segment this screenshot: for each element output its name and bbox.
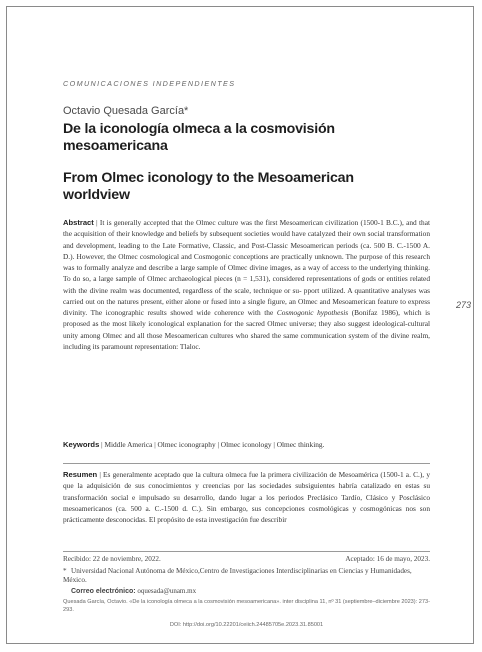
accepted-date: Aceptado: 16 de mayo, 2023. (345, 555, 430, 563)
section-label: COMUNICACIONES INDEPENDIENTES (63, 79, 236, 88)
keywords-text: | Middle America | Olmec iconography | Olmec iconology | Olmec thinking. (99, 440, 325, 449)
affiliation-text: Universidad Nacional Autónoma de México,Centro de Investigaciones Interdisciplinarias en Ciencias y Humanidades, México. (63, 567, 412, 585)
resumen-text: | Es generalmente aceptado que la cultura olmeca fue la primera civilización de Mesoamérica (1500-1 a. C.), y que la adquisición de sus conocimientos y creencias por las sociedades subsiguientes habría catalizado en estas su transformación social e impulsado su desarrollo, dando lugar a los periodos Preclásico Tardío, Clásico y Posclásico mesoamericanos (ca. 500 a. C.-1500 d. C.). Sin embargo, sus concepciones cosmológicas y cosmogónicas nos son prácticamente desconocidas. El propósito de esta investigación fue describir (63, 470, 430, 524)
author-name: Octavio Quesada García* (63, 105, 189, 117)
keywords-paragraph (63, 439, 430, 450)
title-spanish: De la iconología olmeca a la cosmovisión mesoamericana (63, 121, 335, 154)
abstract-italic-term: Cosmogonic hypothesis (276, 308, 349, 317)
resumen-paragraph (63, 469, 430, 525)
title-english: From Olmec iconology to the Mesoamerican worldview (63, 170, 354, 203)
abstract-paragraph (63, 217, 430, 352)
journal-page (6, 6, 474, 644)
email-label: Correo electrónico: (71, 588, 136, 595)
keywords-label: Keywords (63, 440, 100, 449)
resumen-label: Resumen (63, 470, 98, 479)
divider-rule (63, 463, 430, 464)
footer-divider (63, 551, 430, 552)
email-link[interactable]: oquesada@unam.mx (137, 587, 197, 595)
affiliation-marker: * (63, 567, 67, 575)
abstract-label: Abstract (63, 218, 94, 227)
citation: Quesada García, Octavio. «De la iconología olmeca a la cosmovisión mesoamericana». inter disciplina 11, nº 31 (septiembre–diciembre 2023): 273-293. (63, 599, 430, 614)
email-row (71, 587, 196, 595)
received-date: Recibido: 22 de noviembre, 2022. (63, 555, 161, 563)
abstract-text: | It is generally accepted that the Olmec culture was the first Mesoamerican civilization (1500-1 B.C.), and that the acquisition of their knowledge and beliefs by subsequent societies would have catalyzed their own social transformation and development, leading to the Late Formative, Classic, and Post-Classic Mesoamerican periods (ca. 500 B. C.-1500 A. D.). However, the Olmec cosmological and Cosmogonic conceptions are practically unknown. The purpose of this research was to formally analyze and describe a large sample of Olmec divine images, as a way of access to the underlying thinking. To do so, a large sample of Olmec archaeological pieces (n = 1,531), considered representations of gods or entities related with the divine realm was documented, regardless of the scale, technique or su- pport utilized. A quantitative analyses was carried out on the natures present, either alone or fused into a single figure, an Olmec and Mesoamerican feature to express divinity. The iconographic results showed wide coherence with the (63, 218, 430, 317)
abstract-text-continued: (Bonifaz 1986), which is proposed as the most likely iconological explanation for the sacred Olmec universe; they also suggest ideological-cultural unity among Olmec and all those Mesoamerican cultures who shared the same communication system of the divine realm, including its paramount representation: Tlaloc. (63, 308, 430, 351)
affiliation (63, 567, 430, 585)
page-number: 273 (456, 300, 472, 310)
doi-link[interactable]: DOI: http://doi.org/10.22201/ceiich.24485705e.2023.31.85001 (169, 622, 324, 628)
